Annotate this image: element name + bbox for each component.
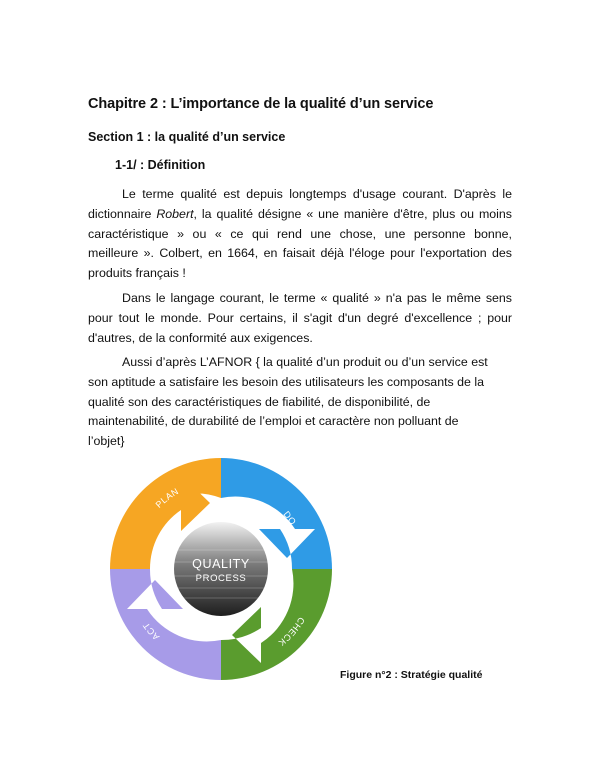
text-line: [88, 205, 512, 225]
text-line: pour tout le monde. Pour certains, il s'agit d'un degré d'excellence ; pour: [88, 310, 512, 325]
paragraph-definition: [88, 185, 512, 284]
paragraph-afnor: [88, 353, 512, 452]
do-label: DO: [281, 509, 299, 528]
text-line: meilleure ». Colbert, en 1664, en faisait déjà l'éloge pour l'exportation des: [88, 246, 512, 261]
emphasis-text: Robert: [156, 206, 194, 221]
plan-label: PLAN: [153, 486, 181, 510]
text-line: Dans le langage courant, le terme « qualité » n'a pas le même sens: [122, 291, 512, 305]
center-label-process: PROCESS: [195, 573, 247, 584]
text-span: dictionnaire: [88, 206, 157, 221]
text-line: Le terme qualité est depuis longtemps d'usage courant. D'après le: [122, 187, 512, 201]
text-span: , la qualité désigne « une manière d'être, plus ou moins: [193, 206, 513, 221]
center-label-quality: QUALITY: [192, 557, 250, 571]
text-line: maintenabilité, de durabilité de l’emploi et caractère non polluant de: [88, 414, 459, 429]
check-label: CHECK: [276, 615, 307, 649]
paragraph-common-language: [88, 289, 512, 348]
chapter-title: Chapitre 2 : L’importance de la qualité d’un service: [88, 96, 434, 112]
text-line: l’objet}: [88, 434, 125, 449]
text-line: produits français !: [88, 266, 186, 281]
text-line: Aussi d’après L’AFNOR { la qualité d’un produit ou d’un service est: [122, 355, 488, 369]
text-line: qualité son des caractéristiques de fiabilité, de disponibilité, de: [88, 394, 431, 409]
section-title: Section 1 : la qualité d’un service: [88, 130, 286, 144]
figure-caption: Figure n°2 : Stratégie qualité: [340, 669, 483, 681]
text-line: son aptitude a satisfaire les besoin des utilisateurs les composants de la: [88, 374, 485, 389]
subsection-title: 1-1/ : Définition: [115, 158, 206, 172]
act-label: ACT: [140, 620, 162, 643]
quality-process-diagram: [110, 458, 332, 680]
text-line: d'autres, de la conformité aux exigences.: [88, 330, 313, 345]
text-line: caractéristique » ou « ce qui rend une chose, une personne bonne,: [88, 226, 512, 241]
